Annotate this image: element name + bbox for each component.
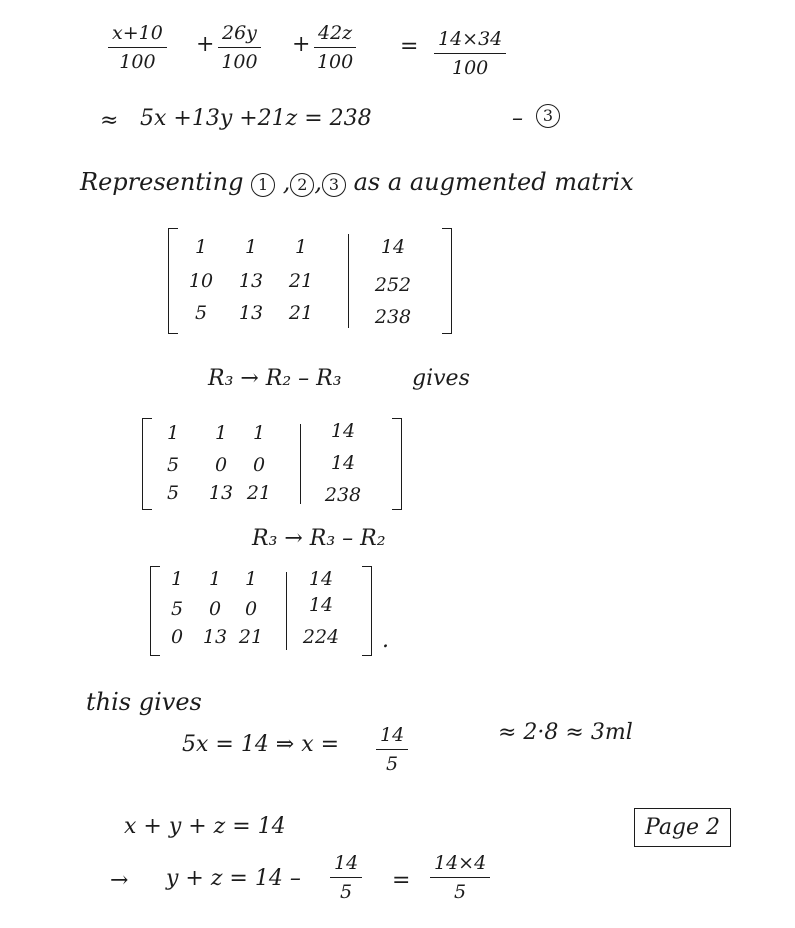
- matrix-cell: 1: [194, 236, 208, 258]
- matrix-cell: 10: [188, 270, 214, 292]
- representing-prefix: Representing: [80, 168, 244, 196]
- label-1: 1: [251, 173, 275, 197]
- fraction-x-plus-10: [108, 22, 167, 73]
- numerator: 42z: [314, 22, 356, 48]
- matrix-cell: 13: [208, 482, 234, 504]
- matrix-cell: 252: [374, 274, 412, 296]
- denominator: 100: [119, 51, 156, 73]
- numerator: 14: [330, 852, 362, 878]
- matrix-cell: 0: [244, 598, 258, 620]
- solve-x-equation: 5x = 14 ⇒ x =: [182, 732, 340, 757]
- equals-sign: =: [400, 34, 419, 59]
- matrix-cell: 21: [288, 270, 314, 292]
- final-lhs: y + z = 14 –: [166, 866, 301, 891]
- denominator: 5: [340, 881, 353, 903]
- matrix-cell: 5: [194, 302, 208, 324]
- matrix-cell: 21: [288, 302, 314, 324]
- label-2: 2: [290, 173, 314, 197]
- fraction-26y: [218, 22, 261, 73]
- label-3: 3: [322, 173, 346, 197]
- label-3: 3: [536, 104, 560, 128]
- matrix-cell: 5: [166, 482, 180, 504]
- matrix-cell: 5: [170, 598, 184, 620]
- equals-sign: =: [392, 868, 411, 893]
- matrix-cell: 14: [330, 452, 356, 474]
- denominator: 100: [221, 51, 258, 73]
- approx-sign: ≈: [100, 108, 119, 133]
- sum-equation: x + y + z = 14: [124, 814, 286, 839]
- augmented-matrix-3: [150, 566, 372, 656]
- denominator: 100: [452, 57, 489, 79]
- numerator: 14: [376, 724, 408, 750]
- augmented-matrix-2: [142, 418, 402, 510]
- fraction-14-over-5: [330, 852, 362, 903]
- matrix-cell: 238: [324, 484, 362, 506]
- representing-line: Representing 1 , 2 , 3 as a augmented matrix: [80, 168, 634, 196]
- row-operation-1: R₃ → R₂ – R₃: [208, 366, 342, 391]
- matrix-cell: 1: [244, 568, 258, 590]
- numerator: 26y: [218, 22, 261, 48]
- right-bracket: [392, 418, 402, 510]
- this-gives-text: this gives: [86, 688, 202, 716]
- fraction-14x4-over-5: [430, 852, 490, 903]
- trailing-period: .: [382, 628, 389, 653]
- matrix-cell: 14: [308, 594, 334, 616]
- fraction-42z: [314, 22, 356, 73]
- matrix-cell: 13: [202, 626, 228, 648]
- matrix-cell: 0: [214, 454, 228, 476]
- page-label: Page 2: [634, 808, 731, 847]
- augment-bar: [286, 572, 287, 650]
- plus-sign: +: [292, 32, 311, 57]
- representing-suffix: as a augmented matrix: [353, 168, 634, 196]
- matrix-cell: 14: [308, 568, 334, 590]
- matrix-cell: 0: [170, 626, 184, 648]
- matrix-cell: 5: [166, 454, 180, 476]
- equation-label: [536, 104, 560, 128]
- denominator: 5: [454, 881, 467, 903]
- matrix-cell: 0: [208, 598, 222, 620]
- numerator: x+10: [108, 22, 167, 48]
- numerator: 14×4: [430, 852, 490, 878]
- matrix-cell: 14: [380, 236, 406, 258]
- numerator: 14×34: [434, 28, 506, 54]
- matrix-cell: 238: [374, 306, 412, 328]
- matrix-cell: 1: [166, 422, 180, 444]
- denominator: 5: [386, 753, 399, 775]
- plus-sign: +: [196, 32, 215, 57]
- matrix-cell: 1: [244, 236, 258, 258]
- fraction-14-over-5: [376, 724, 408, 775]
- denominator: 100: [316, 51, 354, 73]
- matrix-cell: 1: [170, 568, 184, 590]
- fraction-14x34: [434, 28, 506, 79]
- matrix-cell: 1: [252, 422, 266, 444]
- matrix-cell: 21: [246, 482, 272, 504]
- row-operation-2: R₃ → R₃ – R₂: [252, 526, 386, 551]
- matrix-cell: 13: [238, 302, 264, 324]
- matrix-cell: 1: [214, 422, 228, 444]
- dash: –: [512, 106, 523, 131]
- matrix-cell: 13: [238, 270, 264, 292]
- augment-bar: [348, 234, 349, 328]
- augmented-matrix-1: [168, 228, 452, 334]
- matrix-cell: 1: [208, 568, 222, 590]
- matrix-cell: 224: [302, 626, 340, 648]
- augment-bar: [300, 424, 301, 504]
- matrix-cell: 14: [330, 420, 356, 442]
- gives-text: gives: [412, 366, 470, 391]
- matrix-cell: 0: [252, 454, 266, 476]
- approx-result: ≈ 2·8 ≈ 3ml: [498, 720, 633, 745]
- matrix-cell: 1: [294, 236, 308, 258]
- arrow: →: [110, 868, 129, 893]
- right-bracket: [362, 566, 372, 656]
- matrix-cell: 21: [238, 626, 264, 648]
- equation-3: 5x +13y +21z = 238: [140, 106, 372, 131]
- right-bracket: [442, 228, 452, 334]
